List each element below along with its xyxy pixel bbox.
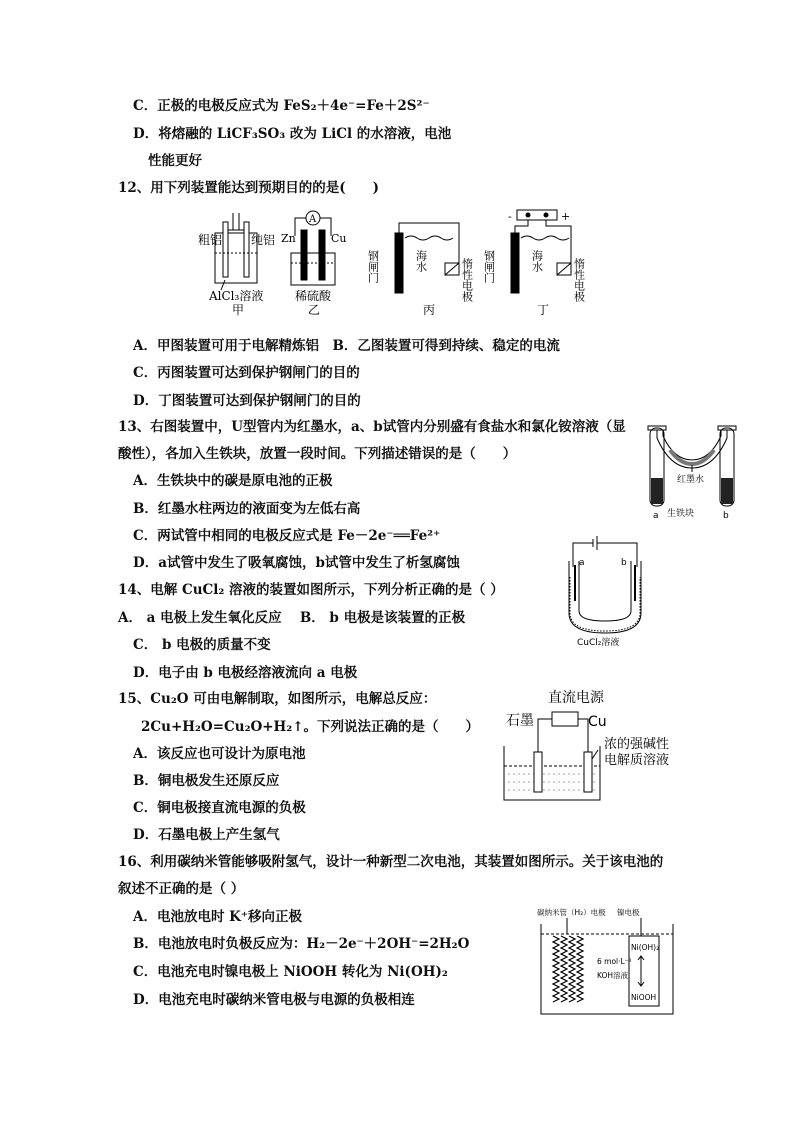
option-11c: C．正极的电极反应式为 FeS₂＋4e⁻=Fe＋2S²⁻	[133, 98, 430, 114]
nioh2-label: Ni(OH)₂	[631, 943, 660, 952]
option-14c: C． b 电极的质量不变	[133, 637, 271, 653]
question-14: 14、电解 CuCl₂ 溶液的装置如图所示，下列分析正确的是（ ）	[118, 582, 504, 598]
option-12d: D．丁图装置可达到保护钢闸门的目的	[133, 393, 361, 409]
cucl2-solution-label: CuCl₂溶液	[577, 638, 620, 648]
electrode-a-label: a	[579, 558, 585, 568]
figure-14-electrolysis	[565, 533, 645, 648]
yi-zn-label: Zn	[281, 232, 296, 245]
option-15d: D．石墨电极上产生氢气	[133, 827, 280, 843]
graphite-label: 石墨	[506, 713, 534, 729]
iron-block-label: 生铁块	[667, 509, 695, 519]
question-12: 12、用下列装置能达到预期目的的是( )	[118, 180, 380, 196]
option-15a: A．该反应也可设计为原电池	[133, 746, 306, 762]
option-14ab: A． a 电极上发生氧化反应 B． b 电极是该装置的正极	[118, 610, 466, 626]
koh-label: KOH溶液	[597, 971, 629, 980]
apparatus-yi	[281, 211, 347, 317]
ni-electrode-label: 镍电极	[617, 908, 640, 917]
ding-inert-label: 惰性电极	[572, 258, 586, 302]
bing-inert-label: 惰性电极	[460, 258, 474, 302]
apparatus-ding	[483, 210, 586, 317]
yi-cu-label: Cu	[331, 232, 347, 245]
ding-minus: -	[508, 210, 512, 223]
ding-sea-label: 海水	[530, 250, 544, 272]
yi-solution-label: 稀硫酸	[295, 289, 332, 303]
apparatus-bing	[367, 223, 474, 317]
electrode-b-label: b	[621, 558, 627, 568]
jia-solution-label: AlCl₃溶液	[209, 289, 264, 303]
option-15b: B．铜电极发生还原反应	[133, 773, 280, 789]
solution-line1: 浓的强碱性	[604, 737, 670, 752]
option-16a: A．电池放电时 K⁺移向正极	[133, 909, 303, 925]
option-13a: A．生铁块中的碳是原电池的正极	[133, 473, 333, 489]
ding-caption: 丁	[537, 303, 550, 317]
question-13-cont: 酸性），各加入生铁块，放置一段时间。下列描述错误的是（ ）	[118, 446, 517, 462]
figure-12-apparatus	[195, 208, 595, 323]
question-13: 13、右图装置中，U型管内为红墨水，a、b试管内分别盛有食盐水和氯化铵溶液（显	[118, 419, 626, 435]
figure-15-electrolysis	[500, 688, 670, 806]
option-12c: C．丙图装置可达到保护钢闸门的目的	[133, 365, 360, 381]
apparatus-jia	[198, 213, 275, 317]
bing-gate-label: 钢闸门	[366, 250, 380, 283]
option-14d: D．电子由 b 电极经溶液流向 a 电极	[133, 665, 358, 681]
option-11d-cont: 性能更好	[148, 153, 202, 169]
jia-caption: 甲	[232, 303, 245, 317]
tube-a-label: a	[653, 511, 659, 521]
yi-caption: 乙	[308, 303, 321, 317]
question-16-cont: 叙述不正确的是（ ）	[118, 881, 245, 897]
bing-caption: 丙	[423, 303, 436, 317]
option-11d: D．将熔融的 LiCF₃SO₃ 改为 LiCl 的水溶液，电池	[133, 126, 452, 142]
tube-b-label: b	[723, 511, 729, 521]
ding-plus: +	[561, 210, 571, 223]
question-15-reaction: 2Cu+H₂O=Cu₂O+H₂↑。下列说法正确的是（ ）	[141, 719, 480, 735]
option-15c: C．铜电极接直流电源的负极	[133, 800, 306, 816]
option-13d: D．a试管中发生了吸氧腐蚀，b试管中发生了析氢腐蚀	[133, 555, 460, 571]
cu-label: Cu	[588, 714, 607, 730]
question-16: 16、利用碳纳米管能够吸附氢气，设计一种新型二次电池，其装置如图所示。关于该电池的	[118, 854, 664, 870]
option-16d: D．电池充电时碳纳米管电极与电源的负极相连	[133, 992, 415, 1008]
ammeter-label: A	[309, 214, 317, 225]
option-16b: B．电池放电时负极反应为：H₂－2e⁻＋2OH⁻=2H₂O	[133, 936, 470, 952]
option-16c: C．电池充电时镍电极上 NiOOH 转化为 Ni(OH)₂	[133, 964, 448, 980]
figure-16-battery	[537, 906, 677, 1018]
red-ink-label: 红墨水	[677, 475, 705, 485]
dc-power-label: 直流电源	[548, 690, 604, 706]
niooh-label: NiOOH	[631, 993, 657, 1002]
question-15: 15、Cu₂O 可由电解制取，如图所示，电解总反应：	[118, 691, 437, 707]
cnt-electrode-label: 碳纳米管（H₂）电极	[537, 908, 606, 917]
option-12ab: A．甲图装置可用于电解精炼铝 B．乙图装置可得到持续、稳定的电流	[133, 338, 560, 354]
solution-line2: 电解质溶液	[604, 753, 670, 768]
conc-label: 6 mol·L⁻¹	[597, 957, 632, 966]
option-13b: B．红墨水柱两边的液面变为左低右高	[133, 501, 361, 517]
figure-13-u-tube	[640, 420, 740, 525]
jia-left-label: 粗铝	[198, 233, 223, 247]
jia-right-label: 纯铝	[251, 233, 276, 247]
ding-gate-label: 钢闸门	[482, 250, 496, 283]
bing-sea-label: 海水	[414, 250, 428, 272]
option-13c: C．两试管中相同的电极反应式是 Fe－2e⁻══Fe²⁺	[133, 528, 441, 544]
